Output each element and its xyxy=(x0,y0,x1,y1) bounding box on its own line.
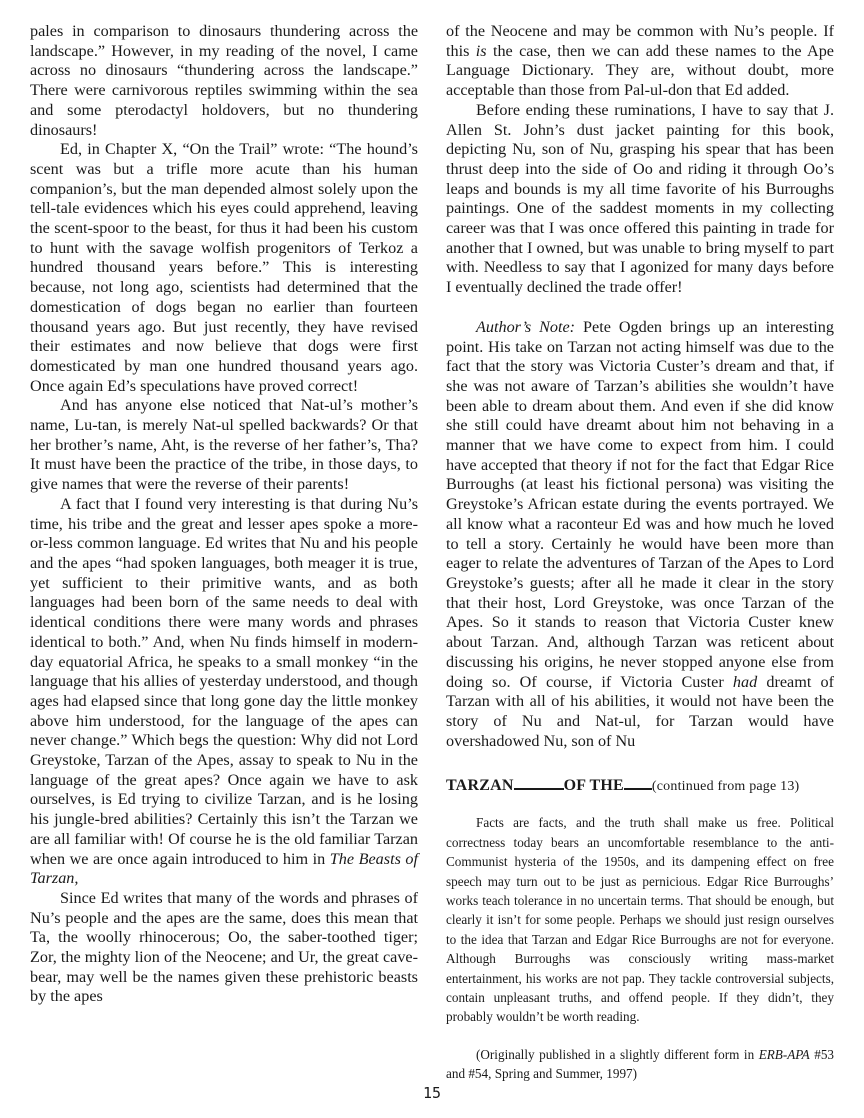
page-number: 15 xyxy=(422,1084,442,1102)
emphasis: ERB-APA xyxy=(758,1046,810,1062)
publication-note xyxy=(446,1045,834,1084)
book-title: The Beasts of Tarzan, xyxy=(30,849,418,888)
heading-word: OF THE xyxy=(563,777,624,795)
right-column xyxy=(446,22,834,1084)
paragraph: Before ending these ruminations, I have to say that J. Allen St. John’s dust jacket painting for this book, depicting Nu, son of Nu, grasping his spear that has been thrust deep into the side of Oo and riding it through Oo’s leaps and bounds is my all time favorite of his Burroughs paintings. One of the saddest moments in my collecting career was that I was once offered this painting in trade for another that I owned, but was unable to bring myself to part with. Needless to say that I agonized for many days before I eventually declined the trade offer! xyxy=(446,100,834,297)
paragraph: Since Ed writes that many of the words and phrases of Nu’s people and the apes are the same, does this mean that Ta, the woolly rhinocerous; Oo, the saber-toothed tiger; Zor, the mighty lion of the Neocene; and Ur, the great cave-bear, may well be the names given these prehistoric beasts by the apes xyxy=(30,888,418,1006)
paragraph-text: of the Neocene and may be common with Nu’s people. If this xyxy=(446,22,834,60)
heading-word: TARZAN xyxy=(446,777,514,795)
paragraph-text: the case, then we can add these names to the Ape Language Dictionary. They are, without doubt, more acceptable than those from Pal-ul-don that Ed added. xyxy=(446,41,834,100)
paragraph: And has anyone else noticed that Nat-ul’s mother’s name, Lu-tan, is merely Nat-ul spelled backwards? Or that her brother’s name, Aht, is the reverse of her father’s, Tha? It must have been the practice of the tribe, in those days, to give names that were the reverse of their parents! xyxy=(30,396,418,494)
paragraph: pales in comparison to dinosaurs thundering across the landscape.” However, in my reading of the novel, I came across no dinosaurs “thundering across the landscape.” There were carnivorous reptiles swimming within the sea and some pterodactyl holdovers, but no thundering dinosaurs! xyxy=(30,22,418,139)
continued-note: (continued from page 13) xyxy=(651,779,800,795)
paragraph xyxy=(446,22,834,101)
paragraph: Ed, in Chapter X, “On the Trail” wrote: “The hound’s scent was but a trifle more acute than his human companion’s, but the man depended almost solely upon the tell-tale evidences which his eyes could apprehend, leaving the scent-spoor to the beast, for thus it had been his custom to hunt with the savage wolfish progenitors of Terkoz a hundred thousand years before.” This is interesting because, not long ago, scientists had determined that the domestication of dogs began no earlier than fourteen thousand years ago. But just recently, they have revised their estimates and now believe that dogs were first domesticated by man one hundred thousand years ago. Once again Ed’s speculations have proved correct! xyxy=(30,140,418,395)
authors-note-label: Author’s Note: xyxy=(476,317,576,336)
paragraph-text: dreamt of Tarzan with all of his abilities, it would not have been the story of Nu and Nat-ul, for Tarzan would have overshadowed Nu, son of Nu xyxy=(446,672,835,750)
paragraph-text: #53 and #54, Spring and Summer, 1997) xyxy=(446,1046,835,1082)
emphasis: had xyxy=(732,672,758,691)
paragraph-text: Pete Ogden brings up an interesting point. His take on Tarzan not acting himself was due to the fact that the story was Victoria Custer’s dream and that, if she was not aware of Tarzan’s abilities she wouldn’t have been able to dream about them. And even if she did know she still could have dreamt about him not behaving in a manner that we have come to expect from him. I could have accepted that theory if not for the fact that Edgar Rice Burroughs (at least his fictional persona) was visiting the Greystoke’s African estate during the events portrayed. We all know what a raconteur Ed was and how much he loved to tell a story. Certainly he would have been more than eager to relate the adventures of Tarzan of the Apes to Lord Greystoke’s guests; after all he made it clear in the story that their host, Lord Greystoke, was once Tarzan of the Apes. So it stands to reason that Victoria Custer knew about Tarzan. And, although Tarzan was reticent about discussing his origins, he never stopped anyone else from doing so. Of course, if Victoria Custer xyxy=(446,317,834,691)
paragraph-text: (Originally published in a slightly different form in xyxy=(476,1046,759,1062)
paragraph xyxy=(30,495,418,889)
continued-article-heading xyxy=(446,777,834,795)
left-column xyxy=(30,22,418,1007)
authors-note xyxy=(446,318,834,751)
paragraph-text: A fact that I found very interesting is that during Nu’s time, his tribe and the great and lesser apes spoke a more-or-less common language. Ed writes that Nu and his people and the apes “had spoken languages, both meager it is true, yet sufficient to their primitive wants, and as both languages had been born of the same needs to deal with identical conditions there were many words and phrases identical to both.” And, when Nu finds himself in modern-day equatorial Africa, he speaks to a small monkey “in the language that his allies of yesterday understood, and though ages had elapsed since that long gone day the little monkey above him understood, for the language of the apes can never change.” Which begs the question: Why did not Lord Greystoke, Tarzan of the Apes, assay to speak to Nu in the language of the great apes? Once again we have to ask ourselves, is Ed trying to civilize Tarzan, and is he losing his jungle-bred abilities? Certainly this isn’t the Tarzan we are all familiar with! Of course he is the old familiar Tarzan when we are once again introduced to him in xyxy=(30,494,418,868)
paragraph: Facts are facts, and the truth shall make us free. Political correctness today bears an uncomfortable resemblance to the anti-Communist hysteria of the 1950s, and its dampening effect on free speech may turn out to be just as pernicious. Edgar Rice Burroughs’ works teach tolerance in no uncertain terms. That should be enough, but clearly it isn’t for some people. Perhaps we should just resign ourselves to the idea that Tarzan and Edgar Rice Burroughs are not for everyone. Although Burroughs was consciously writing mass-market entertainment, his works are not pap. They tackle controversial subjects, contain unpleasant truths, and offend people. If they didn’t, they probably wouldn’t be worth reading. xyxy=(446,815,834,1025)
emphasis: is xyxy=(475,41,487,60)
